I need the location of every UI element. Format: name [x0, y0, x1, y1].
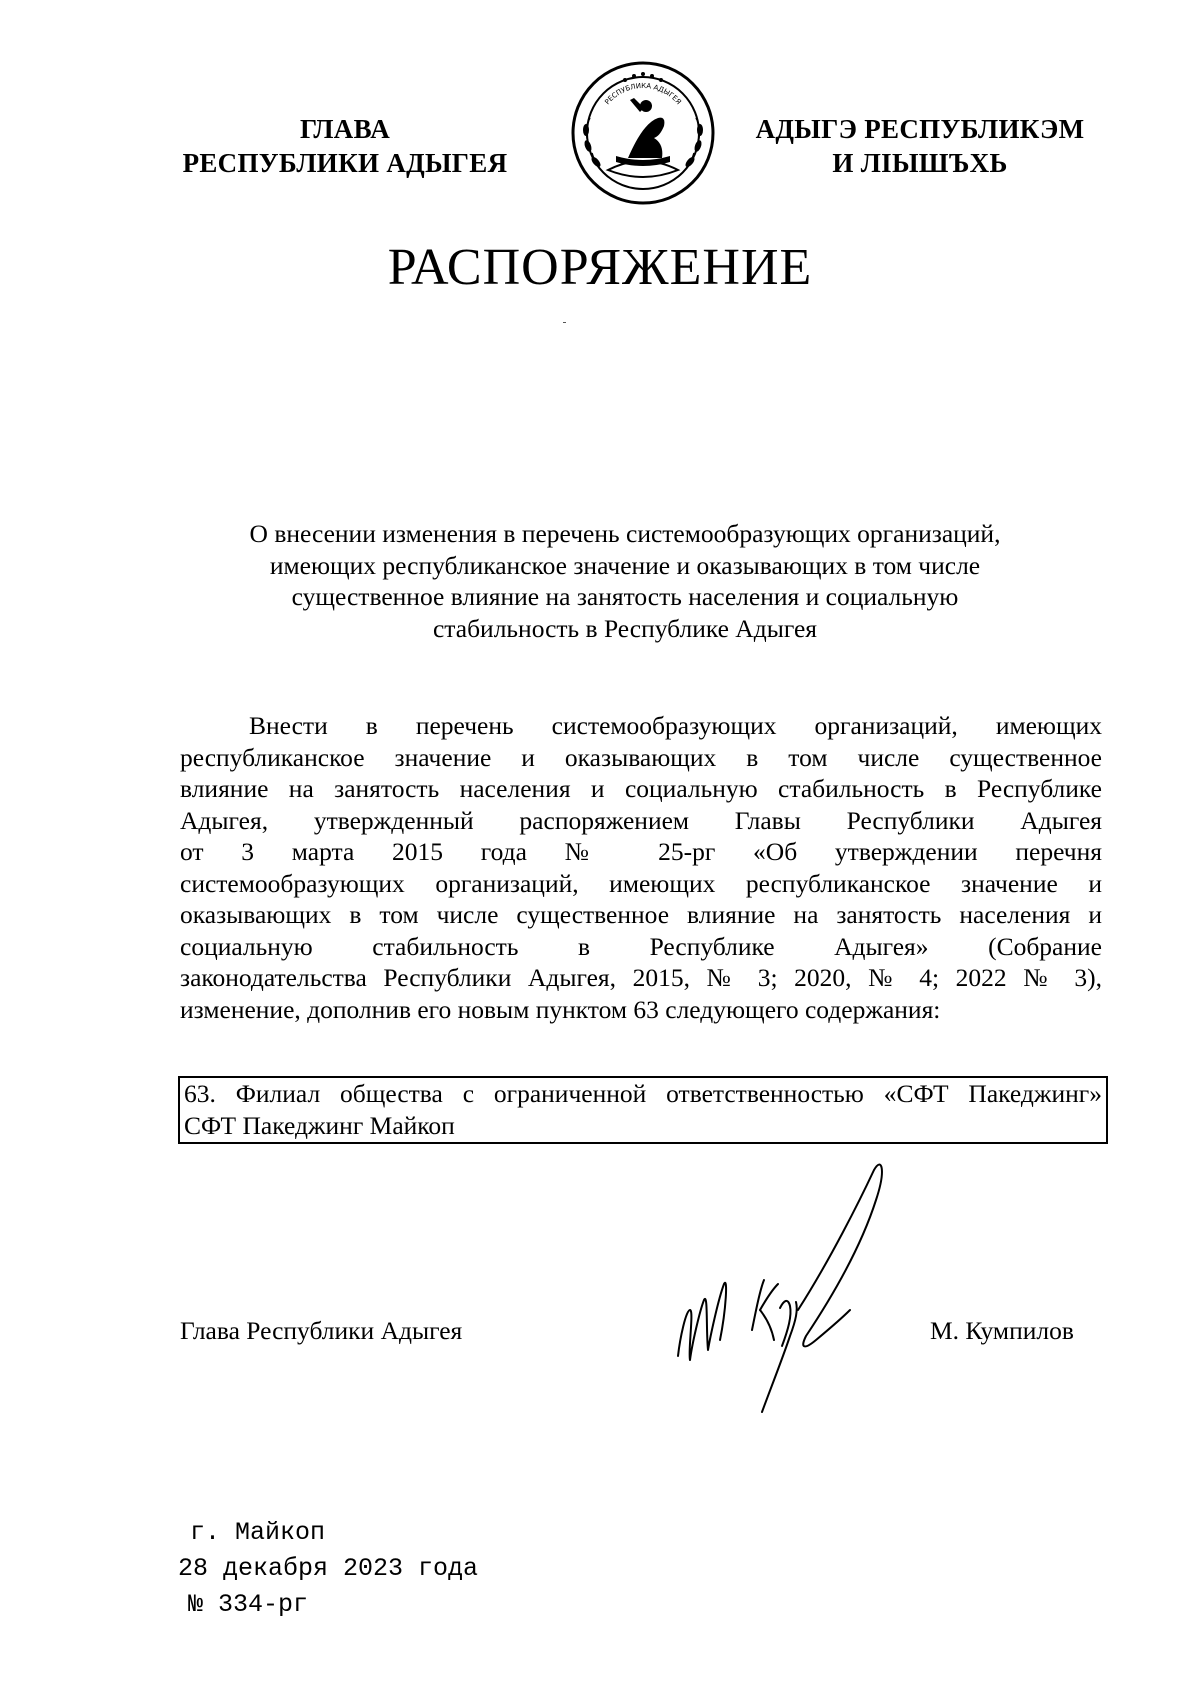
registration-info	[178, 1515, 478, 1623]
body-line: законодательства Республики Адыгея, 2015, № 3; 2020, № 4; 2022 № 3),	[180, 963, 1102, 992]
body-line: влияние на занятость населения и социальную стабильность в Республике	[180, 774, 1102, 803]
issuer-title-ru	[170, 112, 520, 180]
new-list-item-box	[178, 1076, 1108, 1144]
scan-speck	[563, 322, 566, 323]
coat-of-arms-icon	[568, 58, 718, 208]
signatory-position: Глава Республики Адыгея	[180, 1316, 463, 1345]
body-line: республиканское значение и оказывающих в том числе существенное	[180, 742, 1102, 772]
issuer-title-adyghe	[740, 112, 1100, 180]
document-subject	[180, 518, 1070, 644]
body-line: оказывающих в том числе существенное влияние на занятость населения и	[180, 900, 1102, 929]
issuer-title-adyghe-line2: И ЛІЫШЪХЬ	[832, 148, 1008, 178]
body-line: системообразующих организаций, имеющих республиканское значение и	[180, 868, 1102, 898]
body-line: от 3 марта 2015 года № 25-рг «Об утверждении перечня	[180, 837, 1102, 866]
svg-text:РЕСПУБЛИКА АДЫГЕЯ: РЕСПУБЛИКА АДЫГЕЯ	[603, 81, 683, 107]
document-body	[180, 710, 1102, 1025]
subject-line: существенное влияние на занятость населения и социальную	[291, 582, 959, 611]
document-type-title: РАСПОРЯЖЕНИЕ	[387, 239, 813, 296]
new-item-line: 63. Филиал общества с ограниченной ответственностью «СФТ Пакеджинг»	[184, 1079, 1102, 1108]
subject-line: О внесении изменения в перечень системообразующих организаций,	[249, 519, 1001, 548]
body-line: изменение, дополнив его новым пунктом 63 следующего содержания:	[180, 994, 941, 1024]
subject-line: стабильность в Республике Адыгея	[432, 613, 817, 643]
handwritten-signature-icon	[660, 1160, 920, 1420]
body-line: Адыгея, утвержденный распоряжением Главы Республики Адыгея	[180, 805, 1102, 835]
issuer-title-ru-line1: ГЛАВА	[299, 114, 391, 144]
body-line: Внести в перечень системообразующих организаций, имеющих	[249, 711, 1102, 740]
document-number: № 334-рг	[188, 1590, 309, 1619]
signatory-name: М. Кумпилов	[930, 1316, 1074, 1345]
issue-date: 28 декабря 2023 года	[178, 1554, 479, 1583]
issuer-title-adyghe-line1: АДЫГЭ РЕСПУБЛИКЭМ	[755, 114, 1085, 144]
body-line: социальную стабильность в Республике Адыгея» (Собрание	[180, 931, 1102, 961]
new-item-line: СФТ Пакеджинг Майкоп	[184, 1110, 455, 1140]
subject-line: имеющих республиканское значение и оказывающих в том числе	[269, 550, 981, 580]
issue-city: г. Майкоп	[190, 1518, 326, 1547]
issuer-title-ru-line2: РЕСПУБЛИКИ АДЫГЕЯ	[182, 148, 508, 178]
